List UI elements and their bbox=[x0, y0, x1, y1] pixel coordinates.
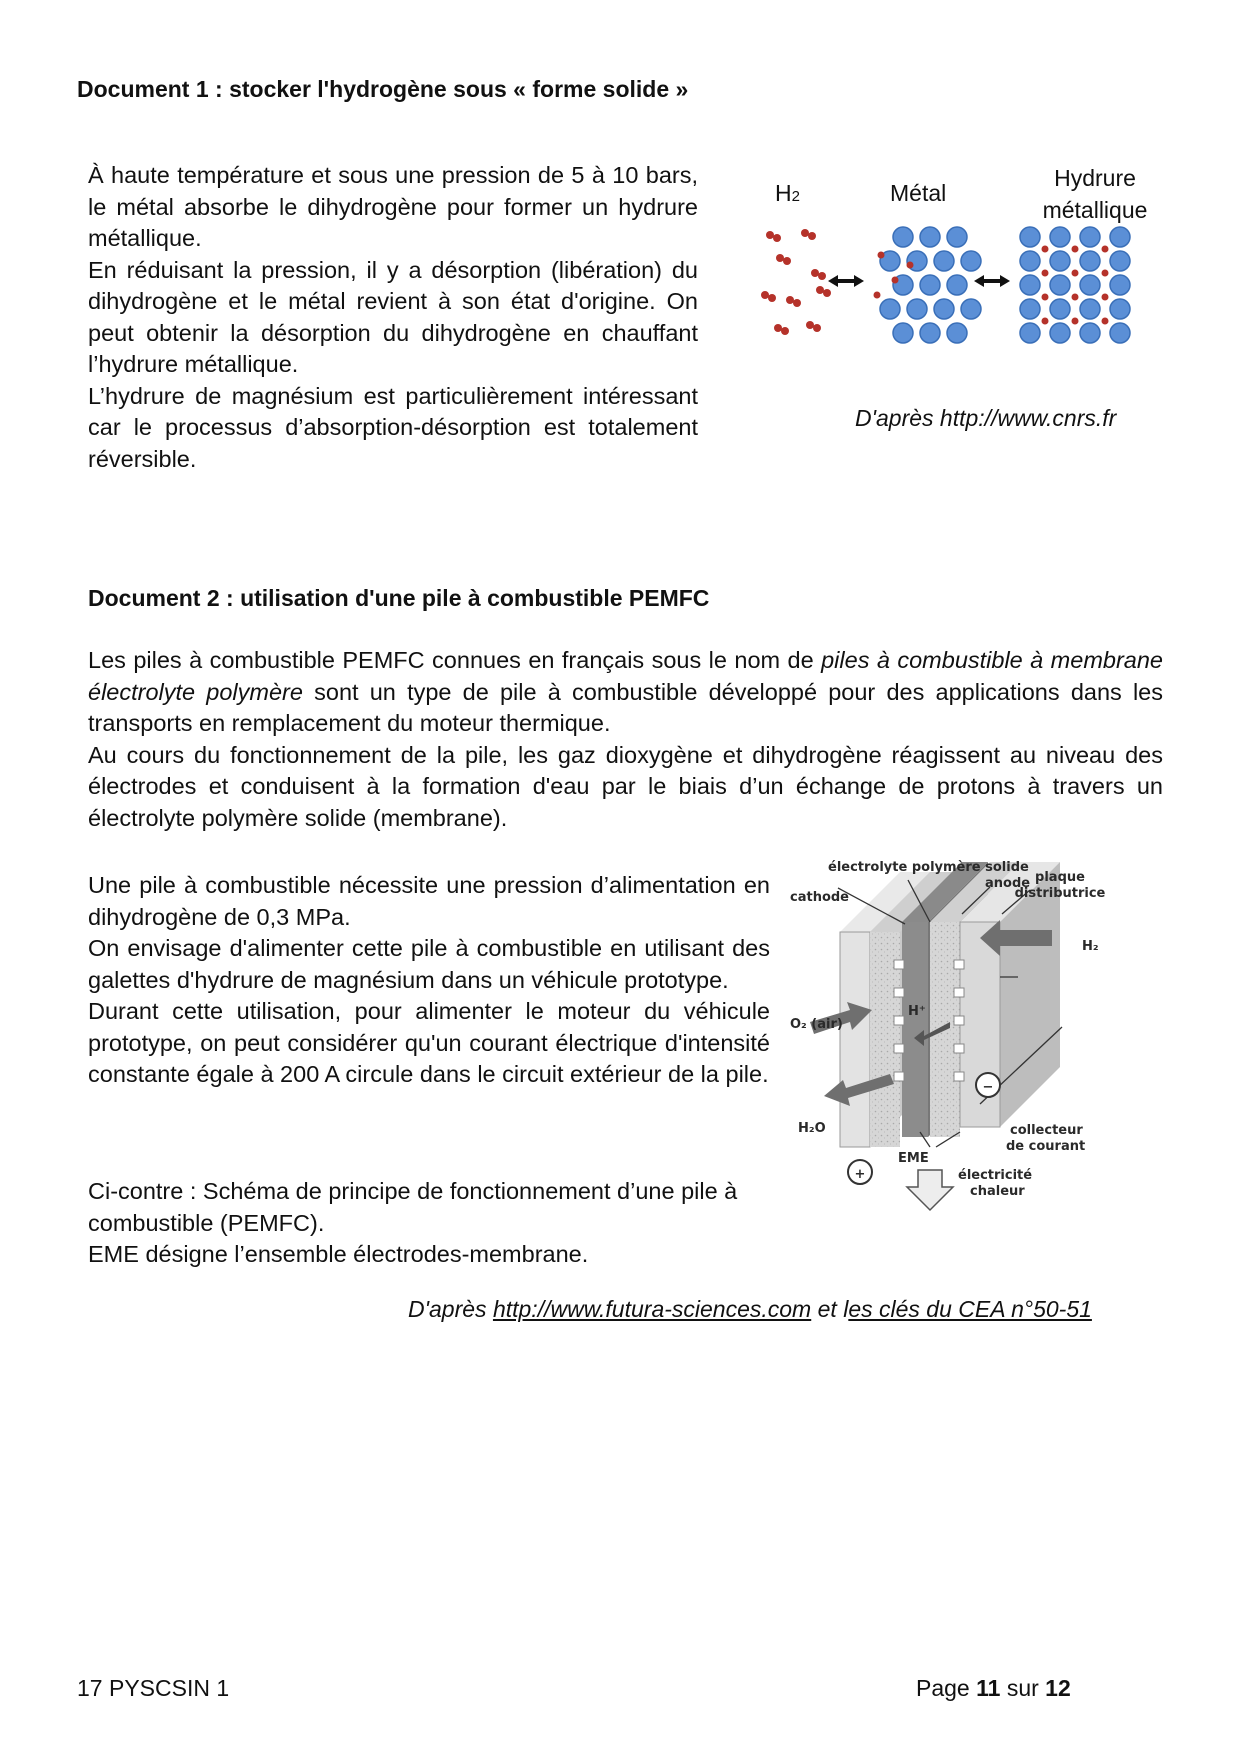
document1-paragraph: À haute température et sous une pression de 5 à 10 bars, le métal absorbe le dihydrogène pour former un hydrure métallique. bbox=[88, 162, 698, 251]
metal-atom-icon bbox=[1110, 323, 1130, 343]
metal-label: Métal bbox=[890, 180, 947, 206]
hydrogen-atom-icon bbox=[793, 299, 801, 307]
metal-atom-icon bbox=[920, 227, 940, 247]
svg-text:−: − bbox=[982, 1080, 994, 1095]
hydrogen-atom-icon bbox=[783, 257, 791, 265]
hydrogen-atom-icon bbox=[1072, 318, 1079, 325]
hydrogen-atom-icon bbox=[1072, 270, 1079, 277]
hydrogen-atom-icon bbox=[801, 229, 809, 237]
document2-paragraph: Une pile à combustible nécessite une pression d’alimentation en dihydrogène de 0,3 MPa. bbox=[88, 872, 770, 930]
document2-body bbox=[88, 870, 770, 1091]
svg-text:+: + bbox=[854, 1167, 866, 1182]
metal-atom-icon bbox=[880, 299, 900, 319]
plaque-label: plaque bbox=[1035, 870, 1085, 885]
anode-label: anode bbox=[985, 876, 1031, 891]
hydrogen-atom-icon bbox=[776, 254, 784, 262]
double-arrow-icon bbox=[828, 275, 864, 287]
metal-atom-icon bbox=[947, 227, 967, 247]
metal-atom-icon bbox=[1080, 251, 1100, 271]
hydrogen-atom-icon bbox=[1042, 270, 1049, 277]
hydrogen-atom-icon bbox=[1042, 318, 1049, 325]
hydrogen-atom-icon bbox=[878, 252, 885, 259]
document2-title: Document 2 : utilisation d'une pile à combustible PEMFC bbox=[88, 585, 710, 611]
metal-atom-icon bbox=[920, 323, 940, 343]
document1-title: Document 1 : stocker l'hydrogène sous « forme solide » bbox=[77, 76, 689, 102]
proton-label: H⁺ bbox=[908, 1004, 926, 1019]
hydrogen-atom-icon bbox=[766, 231, 774, 239]
metal-atom-icon bbox=[1020, 251, 1040, 271]
metal-atom-icon bbox=[1050, 227, 1070, 247]
hydrogen-atom-icon bbox=[1102, 318, 1109, 325]
hydrogen-atom-icon bbox=[781, 327, 789, 335]
document1-source: D'après http://www.cnrs.fr bbox=[855, 405, 1117, 431]
hydrogen-atom-icon bbox=[1102, 246, 1109, 253]
hydrogen-atom-icon bbox=[823, 289, 831, 297]
hydrogen-atom-icon bbox=[786, 296, 794, 304]
hydrogen-atom-icon bbox=[816, 286, 824, 294]
hydrogen-atom-icon bbox=[1042, 294, 1049, 301]
metal-atom-icon bbox=[1080, 299, 1100, 319]
hydrogen-atom-icon bbox=[761, 291, 769, 299]
h2-label: H2 bbox=[775, 180, 800, 206]
page-number: Page 11 sur 12 bbox=[916, 1675, 1071, 1701]
document1-paragraph: En réduisant la pression, il y a désorption (libération) du dihydrogène et le métal revient à son état d'origine. On peut obtenir la désorption du dihydrogène en chauffant l’hydrure métallique. bbox=[88, 256, 698, 377]
metal-atom-icon bbox=[1020, 299, 1040, 319]
hydrogen-atom-icon bbox=[1102, 270, 1109, 277]
metal-atom-icon bbox=[1020, 227, 1040, 247]
hydrogen-atom-icon bbox=[1072, 246, 1079, 253]
hydrogen-atom-icon bbox=[808, 232, 816, 240]
document2-source: D'après http://www.futura-sciences.com et les clés du CEA n°50-51 bbox=[408, 1296, 1092, 1322]
h2-inlet-label: H₂ bbox=[1082, 939, 1099, 954]
metal-atom-icon bbox=[1080, 227, 1100, 247]
output-label: électricité bbox=[958, 1168, 1033, 1183]
hydrogen-atom-icon bbox=[874, 292, 881, 299]
eme-label: EME bbox=[898, 1151, 929, 1166]
double-arrow-icon bbox=[974, 275, 1010, 287]
metal-atom-icon bbox=[1110, 299, 1130, 319]
document2-paragraph: Les piles à combustible PEMFC connues en français sous le nom de piles à combustible à membrane électrolyte polymère sont un type de pile à combustible développé pour des applications dans les transports en remplacement du moteur thermique. bbox=[88, 647, 1164, 736]
metal-atom-icon bbox=[1050, 299, 1070, 319]
hydrogen-atom-icon bbox=[907, 262, 914, 269]
absorption-desorption-diagram bbox=[760, 225, 1180, 350]
document2-paragraph: Durant cette utilisation, pour alimenter le moteur du véhicule prototype, on peut considérer qu'un courant électrique d'intensité constante égale à 200 A circule dans le circuit extérieur de la pile. bbox=[88, 998, 770, 1087]
metal-atom-icon bbox=[893, 323, 913, 343]
metal-atom-icon bbox=[1020, 275, 1040, 295]
hydrogen-atom-icon bbox=[806, 321, 814, 329]
metal-atom-icon bbox=[1080, 323, 1100, 343]
cea-link[interactable]: es clés du CEA n°50-51 bbox=[848, 1296, 1092, 1322]
metal-atom-icon bbox=[934, 251, 954, 271]
hydrogen-atom-icon bbox=[1042, 246, 1049, 253]
hydrogen-atom-icon bbox=[1102, 294, 1109, 301]
metal-atom-icon bbox=[1050, 275, 1070, 295]
document1-paragraph: L’hydrure de magnésium est particulièrement intéressant car le processus d’absorption-désorption est totalement réversible. bbox=[88, 382, 698, 472]
exam-code: 17 PYSCSIN 1 bbox=[77, 1675, 230, 1701]
metal-atom-icon bbox=[947, 323, 967, 343]
futura-sciences-link[interactable]: http://www.futura-sciences.com bbox=[492, 1296, 812, 1322]
hydrogen-atom-icon bbox=[811, 269, 819, 277]
metal-atom-icon bbox=[1080, 275, 1100, 295]
collector-label: collecteur bbox=[1010, 1123, 1083, 1138]
metal-atom-icon bbox=[961, 251, 981, 271]
metal-atom-icon bbox=[893, 227, 913, 247]
document2-paragraph: On envisage d'alimenter cette pile à combustible en utilisant des galettes d'hydrure de magnésium dans un véhicule prototype. bbox=[88, 935, 770, 993]
metal-atom-icon bbox=[934, 299, 954, 319]
hydride-label: Hydrure métallique bbox=[1042, 165, 1148, 223]
metal-atom-icon bbox=[947, 275, 967, 295]
diagram-caption: Ci-contre : Schéma de principe de fonctionnement d’une pile à combustible (PEMFC). EME désigne l’ensemble électrodes-membrane. bbox=[88, 1178, 738, 1267]
h2o-label: H₂O bbox=[798, 1121, 826, 1136]
pemfc-diagram bbox=[790, 852, 1170, 1242]
document2-paragraph: Au cours du fonctionnement de la pile, les gaz dioxygène et dihydrogène réagissent au niveau des électrodes et conduisent à la formation d'eau par le biais d’un échange de protons à travers un électrolyte polymère solide (membrane). bbox=[88, 741, 1163, 831]
hydrogen-atom-icon bbox=[818, 272, 826, 280]
svg-text:distributrice: distributrice bbox=[1014, 886, 1106, 901]
hydrogen-atom-icon bbox=[768, 294, 776, 302]
o2-label: O₂ (air) bbox=[790, 1017, 843, 1032]
metal-atom-icon bbox=[961, 299, 981, 319]
metal-atom-icon bbox=[1020, 323, 1040, 343]
hydrogen-atom-icon bbox=[773, 234, 781, 242]
output-arrow-icon bbox=[907, 1170, 953, 1210]
metal-atom-icon bbox=[1110, 227, 1130, 247]
hydrogen-atom-icon bbox=[892, 277, 899, 284]
document2-intro bbox=[88, 645, 1163, 834]
document1-text bbox=[88, 160, 698, 475]
metal-atom-icon bbox=[1110, 275, 1130, 295]
metal-atom-icon bbox=[1050, 323, 1070, 343]
svg-text:de courant: de courant bbox=[1006, 1139, 1086, 1154]
metal-atom-icon bbox=[907, 299, 927, 319]
hydrogen-atom-icon bbox=[813, 324, 821, 332]
electrolyte-label: électrolyte polymère solide bbox=[828, 860, 1029, 875]
svg-text:chaleur: chaleur bbox=[970, 1184, 1025, 1199]
hydrogen-atom-icon bbox=[774, 324, 782, 332]
cathode-label: cathode bbox=[790, 890, 850, 905]
metal-atom-icon bbox=[920, 275, 940, 295]
metal-atom-icon bbox=[1110, 251, 1130, 271]
metal-atom-icon bbox=[1050, 251, 1070, 271]
hydrogen-atom-icon bbox=[1072, 294, 1079, 301]
